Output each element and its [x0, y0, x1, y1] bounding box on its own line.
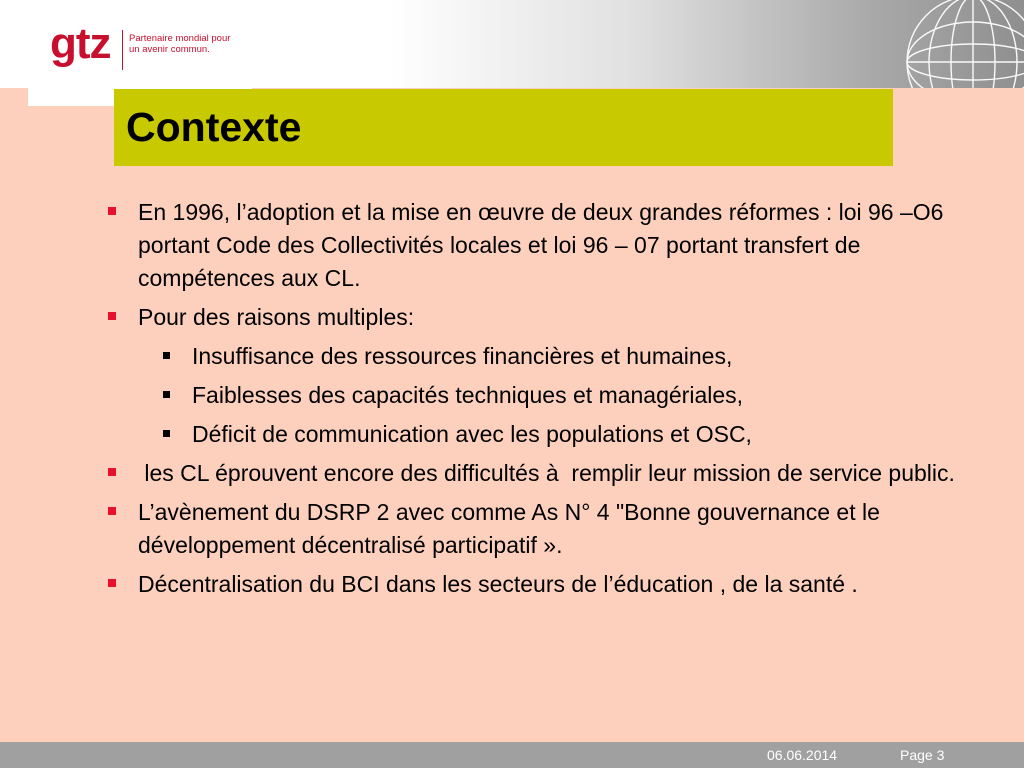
footer-date: 06.06.2014 — [767, 747, 838, 763]
square-bullet-icon — [108, 579, 116, 587]
square-bullet-icon — [163, 430, 170, 437]
square-bullet-icon — [163, 391, 170, 398]
footer-bar — [0, 742, 1024, 768]
logo-divider — [122, 30, 123, 70]
list-item-text: Décentralisation du BCI dans les secteurs de l’éducation , de la santé . — [138, 571, 858, 597]
list-item-text: Pour des raisons multiples: — [138, 304, 415, 330]
sub-list-item — [108, 340, 998, 373]
list-item-text: Insuffisance des ressources financières et humaines, — [192, 343, 733, 369]
square-bullet-icon — [108, 312, 116, 320]
list-item-text: Déficit de communication avec les populations et OSC, — [192, 421, 752, 447]
sub-list-item — [108, 418, 998, 451]
page-number: Page 3 — [900, 747, 945, 763]
list-item — [108, 196, 998, 295]
logo-wordmark: gtz — [50, 19, 111, 68]
list-item-text: Faiblesses des capacités techniques et managériales, — [192, 382, 744, 408]
square-bullet-icon — [108, 507, 116, 515]
list-item — [108, 568, 998, 601]
title-bar — [114, 89, 893, 166]
list-item-text: En 1996, l’adoption et la mise en œuvre de deux grandes réformes : loi 96 –O6 portant Code des Collectivités locales et loi 96 – 07 portant transfert de compétences aux CL. — [138, 199, 944, 291]
bullet-list — [108, 196, 998, 607]
list-item-text: les CL éprouvent encore des difficultés à remplir leur mission de service public. — [138, 460, 955, 486]
globe-icon — [895, 0, 1024, 88]
tagline-line-2: un avenir commun. — [129, 44, 210, 55]
square-bullet-icon — [163, 352, 170, 359]
square-bullet-icon — [108, 207, 116, 215]
list-item — [108, 496, 998, 562]
list-item-text: L’avènement du DSRP 2 avec comme As N° 4 "Bonne gouvernance et le développement décentralisé participatif ». — [138, 499, 880, 558]
tagline-line-1: Partenaire mondial pour — [129, 33, 231, 44]
list-item — [108, 457, 998, 490]
list-item — [108, 301, 998, 334]
slide-title: Contexte — [126, 104, 302, 150]
square-bullet-icon — [108, 468, 116, 476]
logo-tagline — [129, 33, 230, 55]
sub-list-item — [108, 379, 998, 412]
